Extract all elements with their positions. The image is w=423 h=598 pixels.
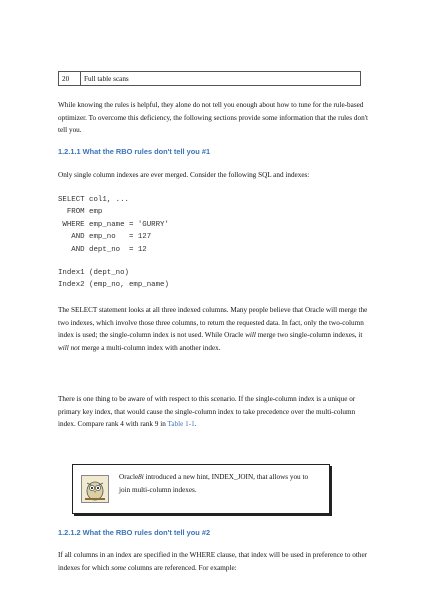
paragraph-single-column: Only single column indexes are ever merged. Consider the following SQL and indexes:: [58, 171, 310, 179]
code-block-sql: [58, 194, 169, 256]
intro-paragraph: While knowing the rules is helpful, they alone do not tell you enough about how to tune for the rule-based optimizer. To overcome this deficiency, the following sections provide some information that the rules don't tell you.: [58, 101, 368, 134]
note-text: Oracle8i introduced a new hint, INDEX_JOIN, that allows you to join multi-column indexes.: [119, 473, 309, 494]
code-line: AND dept_no = 12: [58, 245, 147, 254]
owl-note-icon: [81, 475, 109, 503]
paragraph-all-columns: If all columns in an index are specified in the WHERE clause, that index will be used in preference to other indexes for which some columns are referenced. For example:: [58, 551, 368, 572]
code-line: SELECT col1, ...: [58, 196, 129, 204]
code-line: FROM emp: [58, 208, 103, 217]
table-row: [58, 71, 361, 86]
code-block-indexes: [58, 267, 169, 292]
section-heading-2: 1.2.1.2 What the RBO rules don't tell you #2: [58, 528, 211, 537]
paragraph-unique-index: There is one thing to be aware of with respect to this scenario. If the single-column index is a unique or primary key index, that would cause the single-column index to take precedence over the multi-column index. Compare rank 4 with rank 9 in Table 1-1.: [58, 395, 356, 428]
section-heading-1: 1.2.1.1 What the RBO rules don't tell you #1: [58, 147, 211, 156]
code-line: Index1 (dept_no): [58, 269, 129, 277]
code-line: Index2 (emp_no, emp_name): [58, 281, 169, 290]
rank-cell: 20: [59, 72, 81, 85]
note-box: [72, 464, 330, 514]
paragraph-merge-explanation: The SELECT statement looks at all three indexed columns. Many people believe that Oracle will merge the two indexes, which involve those three columns, to return the requested data. In fact, only the two-column index is used; the single-column index is not used. While Oracle will merge two single-column indexes, it will not merge a multi-column index with another index.: [58, 306, 368, 352]
access-path-cell: Full table scans: [84, 75, 129, 83]
code-line: WHERE emp_name = 'GURRY': [58, 220, 169, 229]
code-line: AND emp_no = 127: [58, 233, 152, 242]
table-reference-link[interactable]: Table 1-1: [167, 420, 195, 428]
